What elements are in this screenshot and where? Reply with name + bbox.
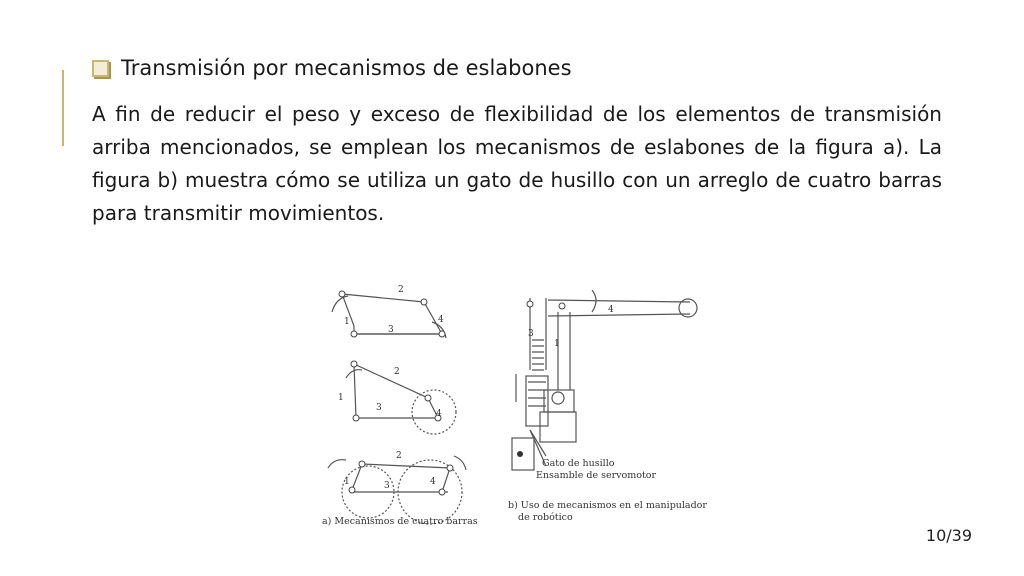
figure-a-caption: a) Mecanismos de cuatro barras	[322, 516, 478, 527]
label-gato-de-husillo: Gato de husillo	[542, 458, 615, 469]
label-ensamble-servomotor: Ensamble de servomotor	[536, 470, 657, 481]
body-paragraph: A fin de reducir el peso y exceso de flexibilidad de los elementos de transmisión arriba mencionados, se emplean los mecanismos de eslabones de la figura a). La figura b) muestra cómo se utiliza un gato de husillo con un arreglo de cuatro barras para transmitir movimientos.	[92, 102, 942, 225]
svg-text:1: 1	[344, 317, 350, 327]
svg-text:1: 1	[344, 477, 350, 487]
figure-b-robot-manipulator	[500, 290, 720, 526]
page-number: 10/39	[925, 526, 972, 545]
slide-heading	[92, 56, 572, 80]
svg-text:1: 1	[338, 393, 344, 403]
accent-bar	[62, 70, 64, 146]
checkbox-bullet-icon	[92, 60, 109, 77]
svg-text:3: 3	[384, 481, 390, 491]
svg-text:3: 3	[528, 329, 534, 339]
svg-text:4: 4	[438, 315, 444, 325]
svg-text:4: 4	[608, 305, 614, 315]
figure-b-caption-line1: b) Uso de mecanismos en el manipulador	[508, 500, 707, 511]
svg-text:1: 1	[554, 339, 560, 349]
svg-text:2: 2	[398, 285, 404, 295]
svg-text:2: 2	[394, 367, 400, 377]
svg-text:3: 3	[376, 403, 382, 413]
svg-text:4: 4	[436, 409, 442, 419]
figure-b-caption-line2: de robótico	[518, 512, 573, 523]
svg-text:2: 2	[396, 451, 402, 461]
svg-text:4: 4	[430, 477, 436, 487]
svg-text:3: 3	[388, 325, 394, 335]
heading-text: Transmisión por mecanismos de eslabones	[121, 56, 572, 80]
figure-a-four-bar-mechanisms	[318, 278, 490, 530]
